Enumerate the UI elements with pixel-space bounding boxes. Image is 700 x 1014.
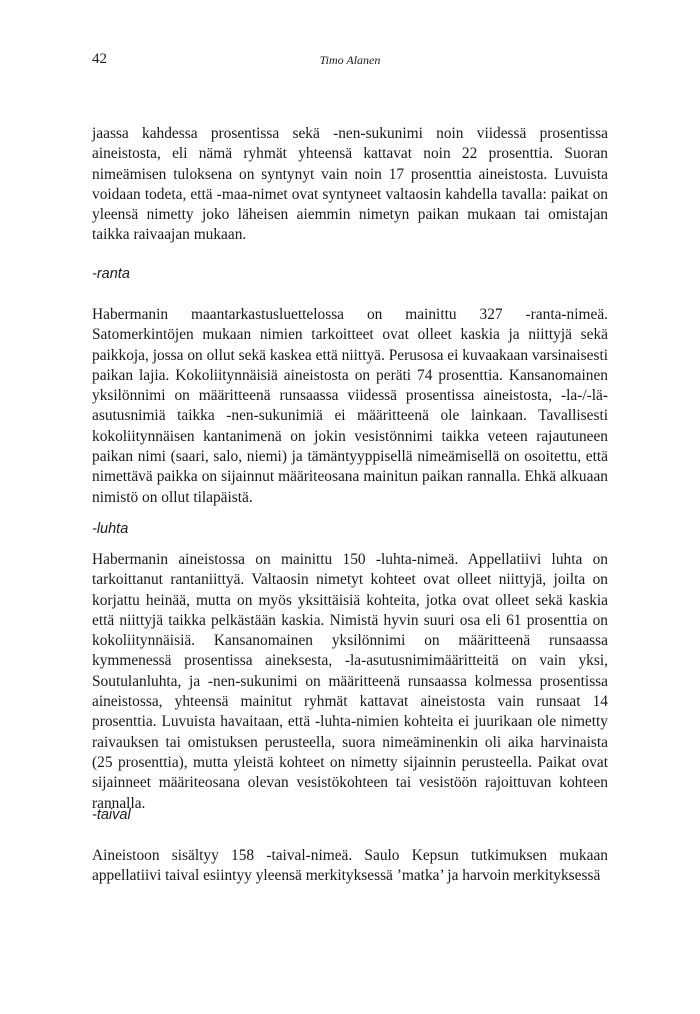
section-body-ranta: [92, 305, 608, 508]
section-heading-taival: -taival: [92, 807, 131, 823]
section-heading-luhta: -luhta: [92, 521, 129, 537]
intro-paragraph-block: [92, 124, 608, 246]
section-paragraph: Aineistoon sisältyy 158 -taival-nimeä. Saulo Kepsun tutkimuksen mukaan appellatiivi taival esiintyy yleensä merkityksessä ’matka’ ja harvoin merkityksessä: [92, 847, 608, 885]
section-body-taival: [92, 846, 608, 887]
running-header: [92, 50, 608, 70]
section-heading-ranta: -ranta: [92, 266, 130, 282]
section-paragraph: Habermanin maantarkastusluettelossa on mainittu 327 -ranta-nimeä. Satomerkintöjen mukaan nimien tarkoitteet ovat olleet kaskia ja niittyjä sekä paikkoja, jossa on ollut sekä kaskea että niittyä. Perusosa ei kuvaakaan varsinaisesti paikan lajia. Kokoliitynnäisiä aineistosta on peräti 74 prosenttia. Kansanomainen yksilönnimi on määritteenä runsaassa viidessä prosentissa aineistosta, -la-/-lä-asutusnimiä taikka -nen-sukunimiä ei määritteenä ole lainkaan. Tavallisesti kokoliitynnäisen kantanimenä on jokin vesistönnimi taikka veteen rajautuneen paikan nimi (saari, salo, niemi) ja tämäntyyppisellä nimeämisellä on osoitettu, että nimettävä paikka on sijainnut määriteosana mainitun paikan rannalla. Ehkä alkuaan nimistö on ollut tilapäistä.: [92, 306, 608, 506]
running-header-author: Timo Alanen: [319, 53, 381, 67]
section-body-luhta: [92, 550, 608, 814]
section-paragraph: Habermanin aineistossa on mainittu 150 -luhta-nimeä. Appellatiivi luhta on tarkoittanut rantaniittyä. Valtaosin nimetyt kohteet ovat olleet niittyjä, joilta on korjattu heinää, mutta on myös yksittäisiä kohteita, jotka ovat olleet sekä kaskia että niittyjä taikka pelkästään kaskia. Nimistä hyvin suuri osa eli 61 prosenttia on kokoliitynnäisiä. Kansanomainen yksilönnimi on määritteenä runsaassa kymmenessä prosentissa aineksesta, -la-asutusnimimääritteitä on vain yksi, Soutulanluhta, ja -nen-sukunimi on määritteenä runsaassa kolmessa prosentissa aineistossa, yhteensä mainitut ryhmät kattavat aineistosta vain runsaat 14 prosenttia. Luvuista havaitaan, että -luhta-nimien kohteita ei juurikaan ole nimetty raivauksen tai omistuksen perusteella, suora nimeäminenkin oli aika harvinaista (25 prosenttia), mutta yleistä kohteet on nimetty sijainnin perusteella. Paikat ovat sijainneet määriteosana olevan vesistökohteen tai vesistöön rajoittuvan kohteen rannalla.: [92, 551, 608, 812]
intro-paragraph: jaassa kahdessa prosentissa sekä -nen-sukunimi noin viidessä prosentissa aineistosta, eli nämä ryhmät yhteensä kattavat noin 22 prosenttia. Suoran nimeämisen tuloksena on syntynyt vain noin 17 prosenttia aineistosta. Luvuista voidaan todeta, että -maa-nimet ovat syntyneet valtaosin kahdella tavalla: paikat on yleensä nimetty joko läheisen aiemmin nimetyn paikan mukaan tai omistajan taikka raivaajan mukaan.: [92, 125, 608, 244]
page-number: 42: [92, 51, 107, 67]
